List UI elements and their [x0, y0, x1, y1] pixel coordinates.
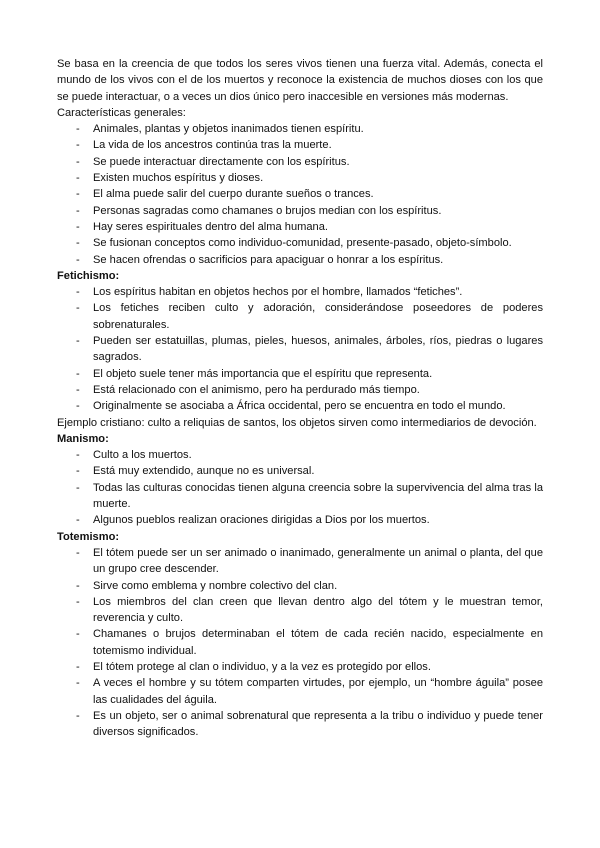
list-item-text: El alma puede salir del cuerpo durante sueños o trances.	[93, 188, 374, 201]
intro-paragraph: Se basa en la creencia de que todos los seres vivos tienen una fuerza vital. Además, conecta el mundo de los vivos con el de los muertos y reconoce la existencia de muchos dioses con los que se puede interactuar, o a veces un dios único pero inaccesible en versiones más modernas.	[57, 58, 543, 103]
dash-bullet: -	[76, 546, 80, 559]
list-item-text: Se puede interactuar directamente con los espíritus.	[93, 155, 350, 168]
dash-bullet: -	[76, 449, 80, 462]
manismo-list	[57, 447, 543, 528]
list-item	[57, 219, 543, 235]
dash-bullet: -	[76, 188, 80, 201]
fetichismo-list	[57, 284, 543, 414]
manismo-heading: Manismo:	[57, 432, 109, 445]
list-item	[57, 235, 543, 251]
dash-bullet: -	[76, 400, 80, 413]
list-item-text: Algunos pueblos realizan oraciones dirigidas a Dios por los muertos.	[93, 514, 430, 527]
list-item	[57, 203, 543, 219]
list-item	[57, 121, 543, 137]
list-item-text: Existen muchos espíritus y dioses.	[93, 172, 264, 185]
list-item-text: Todas las culturas conocidas tienen alguna creencia sobre la supervivencia del alma tras la muerte.	[93, 481, 543, 511]
dash-bullet: -	[76, 628, 80, 641]
list-item	[57, 659, 543, 675]
list-item-text: El tótem puede ser un ser animado o inanimado, generalmente un animal o planta, del que un grupo cree descender.	[93, 546, 543, 576]
list-item-text: Pueden ser estatuillas, plumas, pieles, huesos, animales, árboles, ríos, piedras o lugares sagrados.	[93, 335, 543, 364]
dash-bullet: -	[76, 155, 80, 168]
dash-bullet: -	[76, 204, 80, 217]
list-item	[57, 333, 543, 366]
list-item-text: Sirve como emblema y nombre colectivo del clan.	[93, 579, 338, 592]
dash-bullet: -	[76, 367, 80, 380]
dash-bullet: -	[76, 660, 80, 673]
dash-bullet: -	[76, 595, 80, 608]
list-item	[57, 594, 543, 627]
dash-bullet: -	[76, 302, 80, 315]
list-item-text: Originalmente se asociaba a África occidental, pero se encuentra en todo el mundo.	[93, 400, 506, 413]
general-characteristics-label: Características generales:	[57, 106, 186, 119]
dash-bullet: -	[76, 579, 80, 592]
dash-bullet: -	[76, 709, 80, 722]
list-item	[57, 578, 543, 594]
dash-bullet: -	[76, 335, 80, 348]
totemismo-heading: Totemismo:	[57, 530, 120, 543]
dash-bullet: -	[76, 514, 80, 527]
dash-bullet: -	[76, 677, 80, 690]
list-item-text: Culto a los muertos.	[93, 449, 192, 462]
list-item	[57, 186, 543, 202]
list-item-text: El tótem protege al clan o individuo, y a la vez es protegido por ellos.	[93, 660, 431, 673]
list-item	[57, 447, 543, 463]
list-item	[57, 382, 543, 398]
dash-bullet: -	[76, 481, 80, 494]
list-item-text: Es un objeto, ser o animal sobrenatural que representa a la tribu o individuo y puede tener diversos significados.	[93, 709, 543, 739]
list-item	[57, 284, 543, 300]
fetichismo-heading: Fetichismo:	[57, 269, 120, 282]
dash-bullet: -	[76, 220, 80, 233]
dash-bullet: -	[76, 253, 80, 266]
list-item-text: Hay seres espirituales dentro del alma humana.	[93, 220, 328, 233]
list-item	[57, 300, 543, 333]
document-body	[57, 56, 543, 740]
dash-bullet: -	[76, 286, 80, 299]
list-item	[57, 480, 543, 513]
dash-bullet: -	[76, 123, 80, 136]
list-item	[57, 626, 543, 659]
list-item-text: Está relacionado con el animismo, pero ha perdurado más tiempo.	[93, 383, 420, 396]
list-item-text: El objeto suele tener más importancia que el espíritu que representa.	[93, 367, 433, 380]
list-item-text: A veces el hombre y su tótem comparten virtudes, por ejemplo, un “hombre águila” posee las cualidades del águila.	[93, 677, 543, 706]
list-item	[57, 675, 543, 708]
list-item	[57, 252, 543, 268]
dash-bullet: -	[76, 383, 80, 396]
list-item	[57, 463, 543, 479]
list-item-text: Se fusionan conceptos como individuo-comunidad, presente-pasado, objeto-símbolo.	[93, 237, 512, 250]
fetichismo-example: Ejemplo cristiano: culto a reliquias de santos, los objetos sirven como intermediarios de devoción.	[57, 416, 537, 429]
dash-bullet: -	[76, 139, 80, 152]
list-item	[57, 366, 543, 382]
list-item	[57, 708, 543, 741]
list-item	[57, 398, 543, 414]
totemismo-list	[57, 545, 543, 741]
list-item	[57, 545, 543, 578]
list-item-text: Los miembros del clan creen que llevan dentro algo del tótem y le muestran temor, reverencia y culto.	[93, 595, 543, 625]
list-item	[57, 137, 543, 153]
list-item-text: Los espíritus habitan en objetos hechos por el hombre, llamados “fetiches”.	[93, 286, 463, 299]
dash-bullet: -	[76, 172, 80, 185]
list-item	[57, 154, 543, 170]
list-item-text: Animales, plantas y objetos inanimados tienen espíritu.	[93, 123, 364, 136]
general-characteristics-list	[57, 121, 543, 268]
list-item-text: Personas sagradas como chamanes o brujos median con los espíritus.	[93, 204, 442, 217]
list-item-text: Los fetiches reciben culto y adoración, considerándose poseedores de poderes sobrenaturales.	[93, 302, 543, 331]
list-item-text: Chamanes o brujos determinaban el tótem de cada recién nacido, especialmente en totemismo individual.	[93, 628, 543, 657]
dash-bullet: -	[76, 237, 80, 250]
list-item	[57, 512, 543, 528]
dash-bullet: -	[76, 465, 80, 478]
list-item-text: Se hacen ofrendas o sacrificios para apaciguar o honrar a los espíritus.	[93, 253, 444, 266]
list-item-text: La vida de los ancestros continúa tras la muerte.	[93, 139, 332, 152]
list-item-text: Está muy extendido, aunque no es universal.	[93, 465, 315, 478]
list-item	[57, 170, 543, 186]
